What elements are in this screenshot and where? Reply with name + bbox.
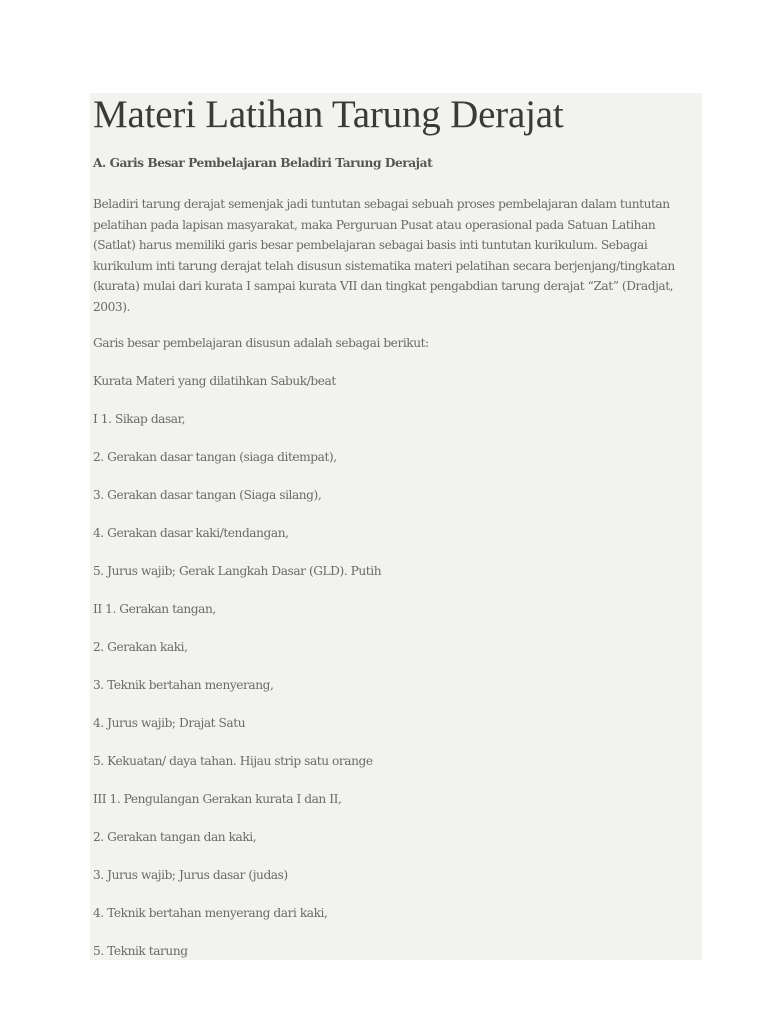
- list-item: I 1. Sikap dasar,: [93, 412, 186, 426]
- list-item: 4. Teknik bertahan menyerang dari kaki,: [93, 906, 328, 920]
- list-item: 3. Gerakan dasar tangan (Siaga silang),: [93, 488, 322, 502]
- list-item: 5. Teknik tarung: [93, 944, 188, 958]
- table-header-text: Kurata Materi yang dilatihkan Sabuk/beat: [93, 374, 336, 388]
- document-page: [90, 93, 702, 960]
- list-item: 5. Jurus wajib; Gerak Langkah Dasar (GLD). Putih: [93, 564, 382, 578]
- list-item: 3. Jurus wajib; Jurus dasar (judas): [93, 868, 288, 882]
- list-item: 5. Kekuatan/ daya tahan. Hijau strip satu orange: [93, 754, 373, 768]
- document-title: Materi Latihan Tarung Derajat: [93, 93, 564, 136]
- intro-paragraph: Beladiri tarung derajat semenjak jadi tuntutan sebagai sebuah proses pembelajaran dalam tuntutan pelatihan pada lapisan masyarakat, maka Perguruan Pusat atau operasional pada Satuan Latihan (Satlat) harus memiliki garis besar pembelajaran sebagai basis inti tuntutan kurikulum. Sebagai kurikulum inti tarung derajat telah disusun sistematika materi pelatihan secara berjenjang/tingkatan (kurata) mulai dari kurata I sampai kurata VII dan tingkat pengabdian tarung derajat “Zat” (Dradjat, 2003).: [93, 197, 675, 314]
- list-item: II 1. Gerakan tangan,: [93, 602, 216, 616]
- list-item: III 1. Pengulangan Gerakan kurata I dan II,: [93, 792, 342, 806]
- section-heading: A. Garis Besar Pembelajaran Beladiri Tarung Derajat: [93, 156, 433, 170]
- list-item: 3. Teknik bertahan menyerang,: [93, 678, 274, 692]
- list-item: 2. Gerakan dasar tangan (siaga ditempat),: [93, 450, 337, 464]
- list-item: 2. Gerakan kaki,: [93, 640, 188, 654]
- list-intro-text: Garis besar pembelajaran disusun adalah sebagai berikut:: [93, 336, 429, 350]
- list-item: 4. Jurus wajib; Drajat Satu: [93, 716, 246, 730]
- list-item: 4. Gerakan dasar kaki/tendangan,: [93, 526, 289, 540]
- list-item: 2. Gerakan tangan dan kaki,: [93, 830, 257, 844]
